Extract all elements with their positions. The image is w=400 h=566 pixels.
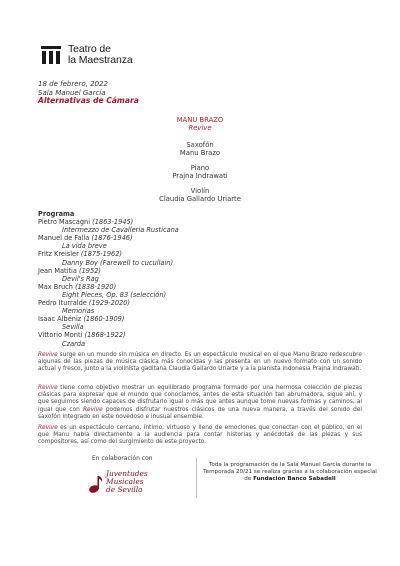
- maestranza-logo-icon: [40, 44, 62, 66]
- partner-line-2: Musicales: [106, 477, 144, 486]
- performer-instrument: Saxofón: [186, 141, 214, 149]
- composer: Manuel de Falla: [38, 234, 90, 243]
- program-item: [38, 315, 179, 323]
- performer-3: [0, 187, 400, 203]
- paragraph-text: es un espectáculo cercano, íntimo, virtuoso y lleno de emociones que conectan con el público, en el que Manu habla directamente a la audiencia para contar historias y anécdotas de las piezas y sus compositores, así como del surgimiento de este proyecto.: [38, 425, 362, 446]
- partner-line-3: de Sevilla: [106, 485, 143, 494]
- show-name-inline: Revive: [38, 385, 58, 391]
- composer: Pietro Mascagni: [38, 218, 91, 227]
- program-item: [38, 250, 179, 258]
- event-venue: Sala Manuel García: [38, 88, 106, 97]
- paragraph-text: tiene como objetivo mostrar un equilibrado programa formado por una hermosa colección de piezas clásicas para expresar que el mundo que conocíamos, antes de esta situación tan abrumadora, sigue ahí, y que seguimos siendo capaces de disfrutarlo igual o más que antes aunque tome nuevas formas y caminos, al igual que con: [38, 385, 362, 413]
- composer-dates: (1929-2020): [88, 299, 131, 308]
- program-heading: Programa: [38, 210, 75, 218]
- performance-block: [0, 116, 400, 132]
- composer-dates: (1876-1946): [91, 234, 133, 243]
- composer: Fritz Kreisler: [38, 250, 79, 259]
- performer-name: Manu Brazo: [179, 149, 221, 157]
- sponsor-text: Toda la programación de la Sala Manuel García durante la Temporada 20/21 se realiza gracias a la colaboración especial de: [203, 462, 377, 482]
- program-list: [38, 210, 179, 348]
- piece-title: Danny Boy (Farewell to cucullain): [62, 258, 174, 267]
- composer-dates: (1868-1922): [84, 331, 126, 340]
- piece-title: La vida breve: [62, 242, 107, 251]
- theatre-logo: [40, 44, 170, 68]
- composer: Pedro Iturralde: [38, 299, 87, 308]
- show-name-inline: Revive: [38, 425, 58, 431]
- show-name-inline: Revive: [83, 406, 103, 413]
- sponsor-note: [200, 462, 380, 483]
- footer-divider: [196, 458, 197, 498]
- performer-2: [0, 164, 400, 180]
- piece-title: Intermezzo de Cavalleria Rusticana: [62, 226, 179, 235]
- composer: Vittorio Monti: [38, 331, 83, 340]
- program-item: [38, 283, 179, 291]
- performer-1: [0, 141, 400, 157]
- performer-instrument: Violín: [190, 187, 210, 195]
- paragraph-text: surge en un mundo sin música en directo. Es un espectáculo musical en el que Manu Brazo redescubre algunas de las piezas de música clásica más conocidas y las presenta en un nuevo formato con un sonido actual y fresco, junto a la violinista gaditana Claudia Gallardo Uriarte y a la pianista indonesia Prajna Indrawati.: [38, 352, 362, 373]
- performer-name: Claudia Gallardo Uriarte: [159, 195, 241, 203]
- logo-line-1: Teatro de: [68, 43, 111, 55]
- event-series: Alternativas de Cámara: [38, 96, 139, 105]
- composer: Isaac Albéniz: [38, 315, 82, 324]
- piece-title: Czarda: [62, 339, 86, 348]
- sponsor-name: Fundación Banco Sabadell: [253, 476, 336, 482]
- description-paragraph-1: [38, 352, 362, 374]
- piece-title: Memorias: [62, 307, 95, 316]
- show-name: Revive: [188, 124, 212, 132]
- program-item: [38, 234, 179, 242]
- partner-line-1: Juventudes: [106, 469, 148, 478]
- artist-name: MANU BRAZO: [176, 116, 224, 124]
- performer-instrument: Piano: [190, 164, 210, 172]
- music-note-icon: [88, 474, 104, 494]
- composer-dates: (1863-1945): [92, 218, 134, 227]
- event-info: [38, 80, 139, 106]
- composer: Jean Matitia: [38, 266, 77, 275]
- composer: Max Bruch: [38, 282, 73, 291]
- program-item: [38, 267, 179, 275]
- piece-title: Devil's Rag: [62, 274, 99, 283]
- piece-title: Sevilla: [62, 323, 84, 332]
- event-date: 18 de febrero, 2022: [38, 80, 108, 88]
- paragraph-text: podemos disfrutar nuestros clásicos de una nueva manera, a través del sonido del saxofón integrado en este novedoso e inusual ensemble.: [38, 406, 363, 420]
- collaboration-label: En colaboración con: [92, 455, 153, 462]
- program-item: [38, 331, 179, 339]
- composer-dates: (1838-1920): [75, 282, 117, 291]
- program-item: [38, 218, 179, 226]
- composer-dates: (1875-1962): [80, 250, 123, 259]
- description-paragraph-3: [38, 425, 362, 447]
- piece-title: Eight Pieces, Op. 83 (selección): [62, 290, 167, 299]
- partner-logo: [88, 468, 158, 502]
- composer-dates: (1860-1909): [83, 315, 125, 324]
- program-item: [38, 299, 179, 307]
- logo-line-2: la Maestranza: [68, 54, 133, 66]
- show-name-inline: Revive: [38, 352, 58, 358]
- description-paragraph-2: [38, 385, 362, 421]
- performer-name: Prajna Indrawati: [172, 172, 228, 180]
- composer-dates: (1952): [79, 266, 101, 275]
